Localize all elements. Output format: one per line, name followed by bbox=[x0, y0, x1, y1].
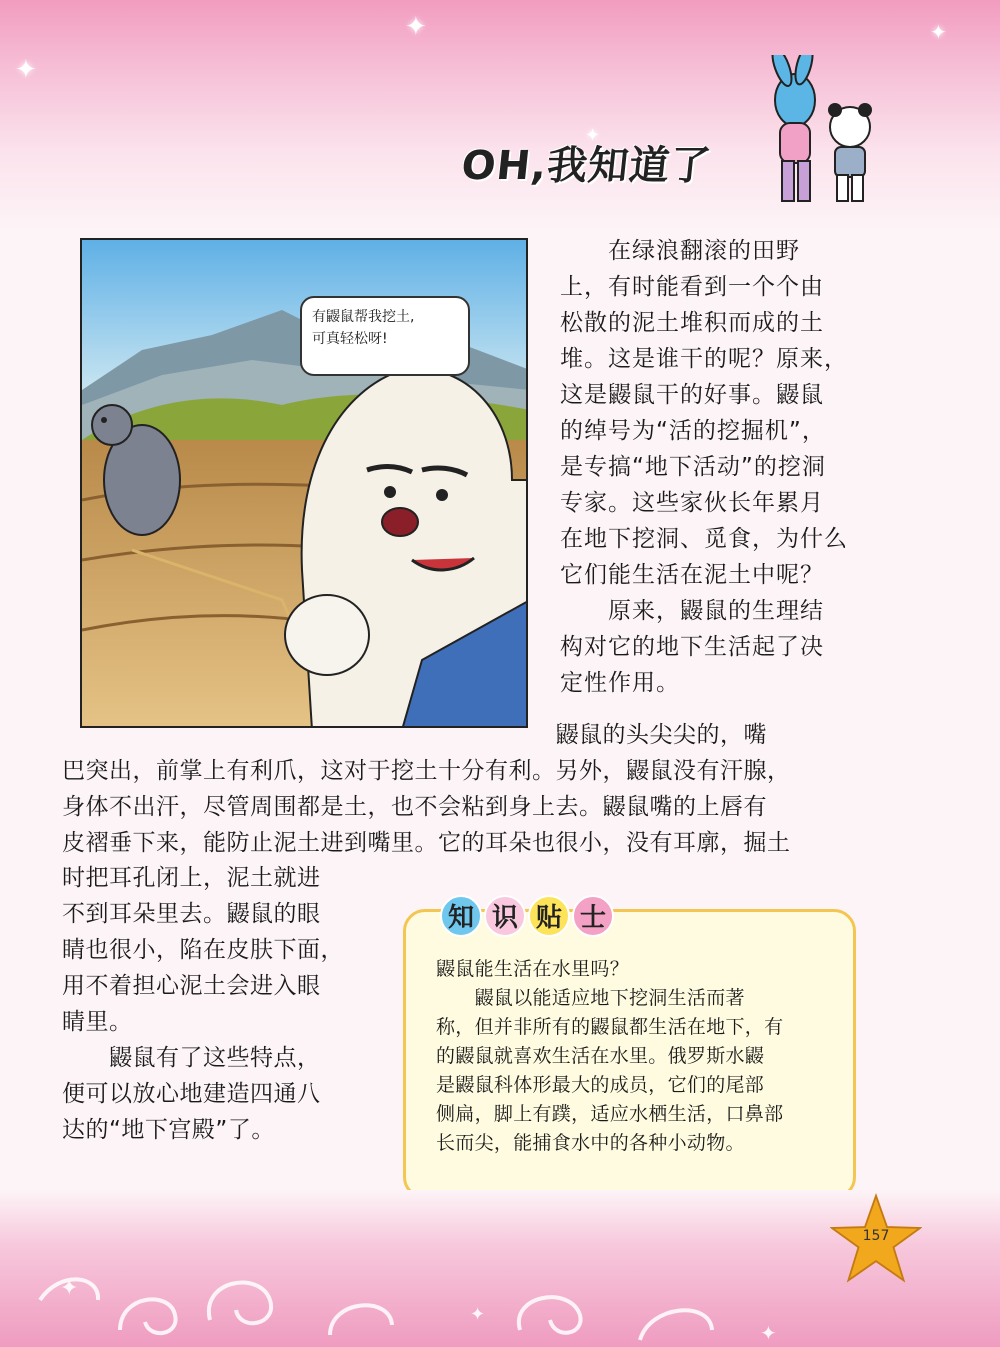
text-line: 松散的泥土堆积而成的土 bbox=[560, 310, 824, 336]
text-line: 原来，鼹鼠的生理结 bbox=[560, 598, 824, 624]
text-line: 身体不出汗，尽管周围都是土，也不会粘到身上去。鼹鼠嘴的上唇有 bbox=[62, 794, 767, 820]
text-line: 是专搞“地下活动”的挖洞 bbox=[560, 454, 826, 480]
page-title: OH,我知道了 bbox=[459, 143, 714, 189]
tip-line: 称，但并非所有的鼹鼠都生活在地下，有 bbox=[436, 1016, 784, 1038]
speech-bubble bbox=[300, 296, 470, 376]
text-line: 专家。这些家伙长年累月 bbox=[560, 490, 824, 516]
text-line: 巴突出，前掌上有利爪，这对于挖土十分有利。另外，鼹鼠没有汗腺， bbox=[62, 758, 791, 784]
tip-question: 鼹鼠能生活在水里吗？ bbox=[436, 958, 630, 980]
tip-title-char: 士 bbox=[572, 895, 614, 937]
tip-title-char: 知 bbox=[440, 895, 482, 937]
text-line: 不到耳朵里去。鼹鼠的眼 bbox=[62, 901, 321, 927]
tip-title-char: 识 bbox=[484, 895, 526, 937]
sparkle-icon: ✦ bbox=[15, 55, 37, 85]
text-line: 的绰号为“活的挖掘机”， bbox=[560, 418, 826, 444]
tip-line: 是鼹鼠科体形最大的成员，它们的尾部 bbox=[436, 1074, 765, 1096]
svg-text:✦: ✦ bbox=[760, 1321, 777, 1345]
tip-line: 侧扁，脚上有蹼，适应水栖生活，口鼻部 bbox=[436, 1103, 784, 1125]
text-line: 鼹鼠有了这些特点， bbox=[62, 1045, 321, 1071]
text-line: 上，有时能看到一个个由 bbox=[560, 274, 824, 300]
text-line: 它们能生活在泥土中呢？ bbox=[560, 562, 824, 588]
text-line: 鼹鼠的头尖尖的，嘴 bbox=[62, 722, 767, 748]
speech-line: 可真轻松呀! bbox=[312, 331, 388, 347]
tip-line: 长而尖，能捕食水中的各种小动物。 bbox=[436, 1132, 745, 1154]
tip-line: 的鼹鼠就喜欢生活在水里。俄罗斯水鼹 bbox=[436, 1045, 765, 1067]
text-line: 用不着担心泥土会进入眼 bbox=[62, 973, 321, 999]
text-line: 在地下挖洞、觅食，为什么 bbox=[560, 526, 848, 552]
svg-text:✦: ✦ bbox=[60, 1276, 79, 1301]
text-line: 皮褶垂下来，能防止泥土进到嘴里。它的耳朵也很小，没有耳廓，掘土 bbox=[62, 830, 791, 856]
text-line: 时把耳孔闭上，泥土就进 bbox=[62, 865, 321, 891]
article-right-column bbox=[560, 233, 848, 701]
svg-text:✦: ✦ bbox=[470, 1304, 486, 1325]
mascot-illustration bbox=[740, 55, 900, 215]
text-line: 便可以放心地建造四通八 bbox=[62, 1081, 321, 1107]
tip-line: 鼹鼠以能适应地下挖洞生活而著 bbox=[436, 987, 745, 1009]
text-line: 达的“地下宫殿”了。 bbox=[62, 1117, 275, 1143]
text-line: 睛也很小，陷在皮肤下面， bbox=[62, 937, 344, 963]
text-line: 定性作用。 bbox=[560, 670, 680, 696]
text-line: 构对它的地下生活起了决 bbox=[560, 634, 824, 660]
text-line: 这是鼹鼠干的好事。鼹鼠 bbox=[560, 382, 824, 408]
tip-content bbox=[436, 955, 783, 1158]
page-number: 157 bbox=[862, 1228, 890, 1244]
sparkle-icon: ✦ bbox=[930, 20, 947, 44]
article-left-column bbox=[62, 860, 344, 1148]
article-wide-block bbox=[62, 717, 791, 861]
text-line: 睛里。 bbox=[62, 1009, 133, 1035]
sparkle-icon: ✦ bbox=[405, 12, 427, 42]
sparkle-icon: ✦ bbox=[585, 125, 601, 146]
speech-line: 有鼹鼠帮我挖土, bbox=[312, 309, 415, 325]
text-line: 在绿浪翻滚的田野 bbox=[560, 238, 800, 264]
tip-title-char: 贴 bbox=[528, 895, 570, 937]
text-line: 堆。这是谁干的呢？原来， bbox=[560, 346, 848, 372]
